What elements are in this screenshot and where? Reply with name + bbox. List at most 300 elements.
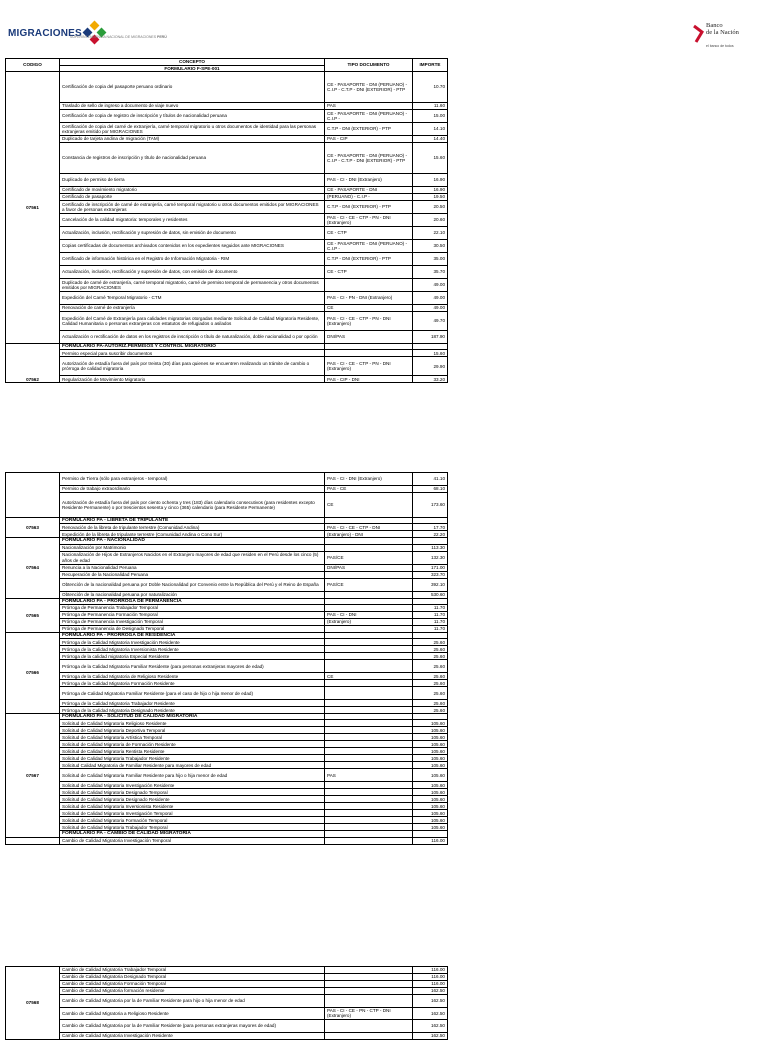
table-row [6, 110, 448, 123]
concepto-cell: Cambio de Calidad Migratoria Formación Temporal [60, 981, 325, 988]
tipo-cell [325, 350, 413, 357]
importe-cell: 187.90 [413, 331, 448, 344]
code-cell: 07563 [6, 518, 60, 538]
concepto-cell: Obtención de la nacionalidad peruana por naturalización [60, 591, 325, 598]
tipo-cell: CE - PASAPORTE - DNI (PERUANO) - C.I.P - C.T.P - DNI (EXTERIOR) - PTP [325, 72, 413, 103]
importe-cell: 14.10 [413, 123, 448, 136]
tipo-cell [325, 653, 413, 660]
importe-cell: 105.60 [413, 727, 448, 734]
importe-cell: 49.70 [413, 312, 448, 331]
importe-cell: 35.70 [413, 266, 448, 279]
concepto-cell: Permiso de Tierra (sólo para extranjeros - temporal) [60, 473, 325, 486]
section-title: FORMULARIO PA - LIBRETA DE TRIPULANTE [60, 518, 325, 524]
importe-cell: 25.60 [413, 673, 448, 680]
importe-cell: 162.50 [413, 1019, 448, 1032]
importe-cell: 10.70 [413, 72, 448, 103]
table-row [6, 769, 448, 782]
section-title: FORMULARIO PA - SOLICITUD DE CALIDAD MIGRATORIA [60, 714, 325, 720]
tipo-cell: PAS - CI - DNI (Extranjero) [325, 473, 413, 486]
migraciones-logo-subtitle: SUPERINTENDENCIA NACIONAL DE MIGRACIONES PERÚ [70, 35, 167, 39]
concepto-cell: Cambio de Calidad Migratoria por la de Familiar Residente para hijo o hija menor de edad [60, 995, 325, 1008]
importe-cell: 105.60 [413, 769, 448, 782]
table-row [6, 564, 448, 571]
concepto-header: CONCEPTO [60, 59, 325, 66]
table-row [6, 524, 448, 531]
table-row [6, 755, 448, 762]
tipo-cell [325, 810, 413, 817]
importe-cell: 19.50 [413, 194, 448, 201]
concepto-cell: Prórroga de la Calidad Migratoria Inversionista Residente [60, 646, 325, 653]
table-row [6, 981, 448, 988]
tipo-cell: PAS/CE [325, 551, 413, 564]
importe-cell: 162.50 [413, 995, 448, 1008]
importe-cell: 113.30 [413, 544, 448, 551]
concepto-cell: Duplicado de tarjeta andina de migración (TAM) [60, 136, 325, 143]
importe-cell: 171.00 [413, 564, 448, 571]
concepto-cell: Duplicado de permiso de tierra [60, 174, 325, 187]
table-row [6, 720, 448, 727]
table-row [6, 653, 448, 660]
tipo-cell: CE [325, 493, 413, 518]
tipo-cell: CE - PASAPORTE - DNI (PERUANO) - C.I.P - C.T.P - DNI (EXTERIOR) - PTP [325, 143, 413, 174]
importe-cell: 11.70 [413, 611, 448, 618]
table-row [6, 748, 448, 755]
table-row [6, 266, 448, 279]
table-row [6, 782, 448, 789]
tipo-cell [325, 762, 413, 769]
table-row [6, 143, 448, 174]
concepto-cell: Certificado de pasaporte [60, 194, 325, 201]
table-row [6, 551, 448, 564]
tipo-cell [325, 687, 413, 700]
concepto-cell: Traslado de sello de ingreso a documento de viaje nuevo [60, 103, 325, 110]
tipo-cell: PAS - CI - DNI [325, 611, 413, 618]
concepto-cell: Certificado de información histórica en el Registro de Información Migratoria - RIM [60, 253, 325, 266]
concepto-cell: Cambio de Calidad Migratoria a Religioso Residente [60, 1008, 325, 1020]
table-row [6, 292, 448, 305]
concepto-cell: Prórroga de la calidad migratoria Especial Residente [60, 653, 325, 660]
tipo-cell: CE [325, 673, 413, 680]
table-row [6, 604, 448, 611]
importe-cell: 11.70 [413, 625, 448, 632]
table-row [6, 312, 448, 331]
table-row [6, 305, 448, 312]
tipo-cell [325, 755, 413, 762]
concepto-cell: Duplicado de carné de extranjería, carné temporal migratorio, carné de permiso temporal de permanencia y otros documentos emitidos por MIGRACIONES [60, 279, 325, 292]
table-row [6, 789, 448, 796]
table-row [6, 227, 448, 240]
tipo-cell [325, 741, 413, 748]
concepto-cell: Expedición del Carné de Extranjería para calidades migratorias otorgadas mediante Solicitud de Calidad Migratoria Residente, Calidad Humanitaria o personas extranjeras con estatutos de refugiados o asilados [60, 312, 325, 331]
concepto-cell: Prórroga de la Calidad Migratoria Trabajador Residente [60, 700, 325, 707]
tipo-cell: DNI/PAS [325, 564, 413, 571]
concepto-cell: Prórroga de Permanencia Formación Temporal [60, 611, 325, 618]
section-title: FORMULARIO PA - CAMBIO DE CALIDAD MIGRATORIA [60, 831, 325, 837]
tipo-cell: CE - PASAPORTE - DNI (PERUANO) - C.I.P - [325, 110, 413, 123]
table-row [6, 625, 448, 632]
tipo-cell [325, 824, 413, 831]
code-cell: 07568 [6, 967, 60, 1040]
tipo-cell [325, 646, 413, 653]
tipo-cell [325, 837, 413, 844]
table-row [6, 837, 448, 844]
tipo-cell: PAS [325, 103, 413, 110]
concepto-cell: Copias certificadas de documentos archivados contenidos en los expedientes seguidos ante MIGRACIONES [60, 240, 325, 253]
tipo-cell: CE [325, 305, 413, 312]
table-row [6, 988, 448, 995]
tipo-cell: PAS - CI - PN - DNI (Extranjero) [325, 292, 413, 305]
concepto-cell: Solicitud de Calidad Migratoria Trabajador Temporal [60, 824, 325, 831]
importe-cell: 162.50 [413, 1008, 448, 1020]
migraciones-diamond-icon [84, 22, 106, 44]
table-row [6, 646, 448, 653]
importe-cell: 49.00 [413, 279, 448, 292]
migraciones-logo [8, 22, 167, 44]
table-row [6, 810, 448, 817]
concepto-cell: Solicitud de Calidad Migratoria Investigación Temporal [60, 810, 325, 817]
concepto-cell: Cambio de Calidad Migratoria por la de Familiar Residente (para personas extranjeras mayores de edad) [60, 1019, 325, 1032]
table-row [6, 544, 448, 551]
tipo-cell: C.T.P - DNI (EXTERIOR) - PTP [325, 123, 413, 136]
concepto-cell: Solicitud de Calidad Migratoria Religioso Residente [60, 720, 325, 727]
tipo-cell [325, 639, 413, 646]
concepto-cell: Cambio de Calidad Migratoria Investigación Residente [60, 1032, 325, 1039]
table-row [6, 473, 448, 486]
section-title: FORMULARIO PA - NACIONALIDAD [60, 538, 325, 544]
importe-cell: 105.60 [413, 741, 448, 748]
tipo-cell [325, 967, 413, 974]
tariff-table-page-1 [5, 58, 448, 383]
importe-cell: 25.60 [413, 680, 448, 687]
concepto-cell: Renuncia a la Nacionalidad Peruana [60, 564, 325, 571]
tipo-cell [325, 782, 413, 789]
tipo-cell: CE - CTP [325, 227, 413, 240]
tipo-cell: CE - CTP [325, 266, 413, 279]
importe-cell: 116.00 [413, 837, 448, 844]
importe-cell: 162.50 [413, 988, 448, 995]
banco-nacion-tagline: el banco de todos [706, 44, 734, 48]
tipo-cell [325, 748, 413, 755]
table-row [6, 493, 448, 518]
concepto-cell: Solicitud de Calidad Migratoria Designado Residente [60, 796, 325, 803]
tipo-cell [325, 995, 413, 1008]
importe-cell: 15.60 [413, 143, 448, 174]
table-row [6, 974, 448, 981]
concepto-cell: Regularización de Movimiento Migratorio [60, 376, 325, 383]
concepto-cell: Certificación de copia del pasaporte peruano ordinario [60, 72, 325, 103]
importe-cell: 15.00 [413, 110, 448, 123]
concepto-cell: Certificación de copia del carné de extranjería, carné temporal migratorio u otros documentos de identidad para las personas extranjeras emitido por MIGRACIONES [60, 123, 325, 136]
importe-cell: 25.60 [413, 687, 448, 700]
concepto-cell: Nacionalización de Hijos de Extranjeros Nacidos en el Extranjero mayores de edad que residen en el Perú desde los cinco (5) años de edad [60, 551, 325, 564]
tipo-cell [325, 279, 413, 292]
importe-cell: 116.00 [413, 967, 448, 974]
importe-cell: 105.60 [413, 803, 448, 810]
tipo-cell: PAS - CI - CE - PN - CTP - DNI (Extranjero) [325, 1008, 413, 1020]
importe-cell: 41.10 [413, 473, 448, 486]
concepto-cell: Solicitud de Calidad Migratoria Familiar Residente para hijo o hija menor de edad [60, 769, 325, 782]
importe-cell: 105.60 [413, 817, 448, 824]
importe-cell: 29.90 [413, 357, 448, 376]
table-row [6, 734, 448, 741]
table-row [6, 1008, 448, 1020]
table-row [6, 687, 448, 700]
importe-cell: 35.00 [413, 253, 448, 266]
table-row [6, 201, 448, 214]
table-row [6, 376, 448, 383]
tipo-cell: (Extranjero) - DNI [325, 531, 413, 538]
table-row [6, 331, 448, 344]
concepto-cell: Certificación de copia de registro de inscripción y títulos de nacionalidad peruana [60, 110, 325, 123]
table-row [6, 680, 448, 687]
concepto-cell: Solicitud de Calidad Migratoria Investigación Residente [60, 782, 325, 789]
concepto-cell: Obtención de la nacionalidad peruana por Doble Nacionalidad por Convenio entre la República del Perú y el Reino de España [60, 578, 325, 591]
tipo-cell [325, 1019, 413, 1032]
tariff-table-page-2 [5, 472, 448, 845]
importe-cell: 105.60 [413, 755, 448, 762]
table-row [6, 762, 448, 769]
table-row [6, 72, 448, 103]
concepto-cell: Solicitud de Calidad Migratoria Artística Temporal [60, 734, 325, 741]
concepto-cell: Cancelación de la calidad migratoria: temporales y residentes [60, 214, 325, 227]
formulario-header: FORMULARIO F-SPE-001 [60, 65, 325, 72]
importe-cell: 49.00 [413, 305, 448, 312]
table-row [6, 591, 448, 598]
importe-cell: 132.30 [413, 551, 448, 564]
section-title: FORMULARIO PA - PRORROGA DE PERMANENCIA [60, 598, 325, 604]
concepto-cell: Prórroga de la Calidad Migratoria Formación Residente [60, 680, 325, 687]
concepto-cell: Solicitud de Calidad Migratoria Inversionista Residente [60, 803, 325, 810]
importe-cell: 14.40 [413, 136, 448, 143]
table-row [6, 727, 448, 734]
concepto-cell: Prórroga de Permanencia de Designado Temporal [60, 625, 325, 632]
table-row [6, 194, 448, 201]
table-row [6, 578, 448, 591]
code-cell: 07565 [6, 598, 60, 632]
importe-cell: 105.60 [413, 762, 448, 769]
importe-cell: 11.60 [413, 103, 448, 110]
importe-cell: 392.10 [413, 578, 448, 591]
table-row [6, 136, 448, 143]
concepto-cell: Autorización de estadía fuera del país por ciento ochenta y tres (183) días calendario consecutivos (para residentes excepto Residente Permanente) o por trescientos sesenta y cinco (365) calendario (para Residente Permanente) [60, 493, 325, 518]
tipo-cell [325, 734, 413, 741]
table-row [6, 187, 448, 194]
banco-nacion-logo [692, 22, 752, 52]
importe-cell: 11.70 [413, 618, 448, 625]
tipo-cell [325, 591, 413, 598]
code-cell: 07566 [6, 632, 60, 713]
importe-header: IMPORTE [413, 59, 448, 72]
table-row [6, 618, 448, 625]
table-row [6, 673, 448, 680]
importe-cell: 33.20 [413, 376, 448, 383]
tipo-cell: PAS - CIP [325, 136, 413, 143]
code-cell [6, 473, 60, 518]
concepto-cell: Certificado de movimiento migratorio [60, 187, 325, 194]
importe-cell: 530.60 [413, 591, 448, 598]
table-row [6, 103, 448, 110]
concepto-cell: Cambio de Calidad Migratoria Designado Temporal [60, 974, 325, 981]
tipo-cell: PAS - CE [325, 486, 413, 493]
importe-cell: 162.50 [413, 1032, 448, 1039]
concepto-cell: Prórroga de la Calidad Migratoria Designado Residente [60, 707, 325, 714]
codigo-header: CODIGO [6, 59, 60, 72]
importe-cell: 25.60 [413, 707, 448, 714]
table-row [6, 707, 448, 714]
table-row [6, 611, 448, 618]
importe-cell: 105.60 [413, 796, 448, 803]
importe-cell: 20.50 [413, 201, 448, 214]
tipo-cell [325, 817, 413, 824]
importe-cell: 25.60 [413, 660, 448, 673]
section-title: FORMULARIO PA-AUTORIZ.PERMISOS Y CONTROL MIGRATORIO [60, 344, 325, 350]
importe-cell: 68.10 [413, 486, 448, 493]
concepto-cell: Cambio de Calidad Migratoria Investigación Temporal [60, 837, 325, 844]
concepto-cell: Prórroga de la Calidad Migratoria Familiar Residente (para personas extranjeras mayores de edad) [60, 660, 325, 673]
table-row [6, 1032, 448, 1039]
table-row [6, 1019, 448, 1032]
table-row [6, 824, 448, 831]
concepto-cell: Nacionalización por Matrimonio [60, 544, 325, 551]
concepto-cell: Solicitud Calidad Migratoria de Familiar Residente para mayores de edad [60, 762, 325, 769]
migraciones-logo-text: MIGRACIONES [8, 27, 82, 39]
tipo-cell: PAS - CI - CE - CTP - PN - DNI (Extranjero) [325, 214, 413, 227]
concepto-cell: Permiso especial para suscribir documentos [60, 350, 325, 357]
importe-cell: 105.60 [413, 782, 448, 789]
table-row [6, 660, 448, 673]
concepto-cell: Permiso de trabajo extraordinario [60, 486, 325, 493]
tipo-cell: DNI/PAS [325, 331, 413, 344]
importe-cell: 323.70 [413, 571, 448, 578]
importe-cell: 11.70 [413, 604, 448, 611]
tipo-cell [325, 720, 413, 727]
concepto-cell: Certificado de inscripción de carné de extranjería, carné temporal migratorio u otros documentos emitidos por MIGRACIONES a favor de personas extranjeras [60, 201, 325, 214]
concepto-cell: Recuperación de la Nacionalidad Peruana [60, 571, 325, 578]
table-row [6, 357, 448, 376]
importe-cell: 20.60 [413, 214, 448, 227]
table-row [6, 639, 448, 646]
importe-cell: 105.60 [413, 748, 448, 755]
importe-cell: 15.60 [413, 350, 448, 357]
table-row [6, 214, 448, 227]
importe-cell: 105.60 [413, 734, 448, 741]
table-row [6, 350, 448, 357]
concepto-cell: Actualización o rectificación de datos en los registros de inscripción o título de naturalización, doble nacionalidad o por opción [60, 331, 325, 344]
table-row [6, 279, 448, 292]
table-row [6, 123, 448, 136]
tipo-cell: PAS/CE [325, 578, 413, 591]
importe-cell: 116.00 [413, 974, 448, 981]
tipo-cell [325, 680, 413, 687]
table-row [6, 817, 448, 824]
concepto-cell: Actualización, inclusión, rectificación y supresión de datos, con emisión de documento [60, 266, 325, 279]
concepto-cell: Renovación de la libreta de tripulante terrestre (Comunidad Andina) [60, 524, 325, 531]
importe-cell: 25.60 [413, 646, 448, 653]
tipo-cell [325, 981, 413, 988]
concepto-cell: Expedición del Carné Temporal Migratorio - CTM [60, 292, 325, 305]
tipo-cell: PAS - CI - CE - CTP - PN - DNI (Extranjero) [325, 357, 413, 376]
banco-nacion-icon [692, 24, 706, 44]
importe-cell: 22.20 [413, 531, 448, 538]
banco-nacion-name: Banco de la Nación [706, 22, 739, 36]
tipo-cell [325, 789, 413, 796]
importe-cell: 105.60 [413, 810, 448, 817]
importe-cell: 25.60 [413, 653, 448, 660]
concepto-cell: Actualización, inclusión, rectificación y supresión de datos, sin emisión de documento [60, 227, 325, 240]
code-cell: 07562 [6, 344, 60, 383]
tipo-cell: PAS - CIP - DNI [325, 376, 413, 383]
importe-cell: 173.60 [413, 493, 448, 518]
tipo-cell [325, 571, 413, 578]
table-row [6, 700, 448, 707]
tipo-cell [325, 796, 413, 803]
tipo-cell [325, 660, 413, 673]
tipo-cell: C.T.P - DNI (EXTERIOR) - PTP [325, 253, 413, 266]
concepto-cell: Prórroga de la Calidad Migratoria de Religioso Residente [60, 673, 325, 680]
tipo-cell [325, 727, 413, 734]
importe-cell: 30.50 [413, 240, 448, 253]
concepto-cell: Prórroga de Permanencia Investigación Temporal [60, 618, 325, 625]
tipo-cell: CE - PASAPORTE - DNI (PERUANO) - C.I.P - [325, 240, 413, 253]
concepto-cell: Solicitud de Calidad Migratoria Formación Temporal [60, 817, 325, 824]
section-title: FORMULARIO PA - PRORROGA DE RESIDENCIA [60, 632, 325, 638]
table-row [6, 796, 448, 803]
tipo-cell [325, 700, 413, 707]
code-cell: 07561 [6, 72, 60, 344]
importe-cell: 105.60 [413, 720, 448, 727]
table-row [6, 240, 448, 253]
code-cell: 07567 [6, 714, 60, 838]
importe-cell: 17.70 [413, 524, 448, 531]
table-row [6, 174, 448, 187]
table-row [6, 967, 448, 974]
document-header [0, 0, 768, 58]
tipo-cell: CE - PASAPORTE - DNI [325, 187, 413, 194]
concepto-cell: Cambio de Calidad Migratoria formación residente [60, 988, 325, 995]
tipo-cell: PAS [325, 769, 413, 782]
importe-cell: 16.90 [413, 174, 448, 187]
table-row [6, 253, 448, 266]
concepto-cell: Solicitud de Calidad Migratoria Designado Temporal [60, 789, 325, 796]
tipo-cell: PAS - CI - CE - CTP - PN - DNI (Extranjero) [325, 312, 413, 331]
importe-cell: 25.60 [413, 639, 448, 646]
table-row [6, 531, 448, 538]
table-row [6, 741, 448, 748]
importe-cell: 16.90 [413, 187, 448, 194]
concepto-cell: Solicitud de Calidad Migratoria Rentista Residente [60, 748, 325, 755]
concepto-cell: Renovación de carné de extranjería [60, 305, 325, 312]
concepto-cell: Autorización de estadía fuera del país por treinta (30) días para quienes se encuentren realizando un trámite de cambio o prórroga de calidad migratoria [60, 357, 325, 376]
concepto-cell: Prórroga de la Calidad Migratoria Investigación Residente [60, 639, 325, 646]
tipo-cell [325, 974, 413, 981]
tipo-cell [325, 707, 413, 714]
concepto-cell: Solicitud de Calidad Migratoria Trabajador Residente [60, 755, 325, 762]
importe-cell: 22.10 [413, 227, 448, 240]
table-row [6, 995, 448, 1008]
tipo-cell [325, 1032, 413, 1039]
concepto-cell: Prórroga de Permanencia Trabajador Temporal [60, 604, 325, 611]
tipo-cell [325, 625, 413, 632]
importe-cell: 105.60 [413, 789, 448, 796]
tipo-cell [325, 988, 413, 995]
concepto-cell: Cambio de Calidad Migratoria Trabajador Temporal [60, 967, 325, 974]
concepto-cell: Solicitud de Calidad Migratoria de Formación Residente [60, 741, 325, 748]
code-cell: 07564 [6, 538, 60, 598]
tipo-cell: (Extranjero) [325, 618, 413, 625]
concepto-cell: Expedición de la libreta de tripulante terrestre (Comunidad Andina o Cono Sur) [60, 531, 325, 538]
tipo-cell: PAS - CI - DNI (Extranjero) [325, 174, 413, 187]
tipo-cell: (PERUANO) - C.I.P - [325, 194, 413, 201]
